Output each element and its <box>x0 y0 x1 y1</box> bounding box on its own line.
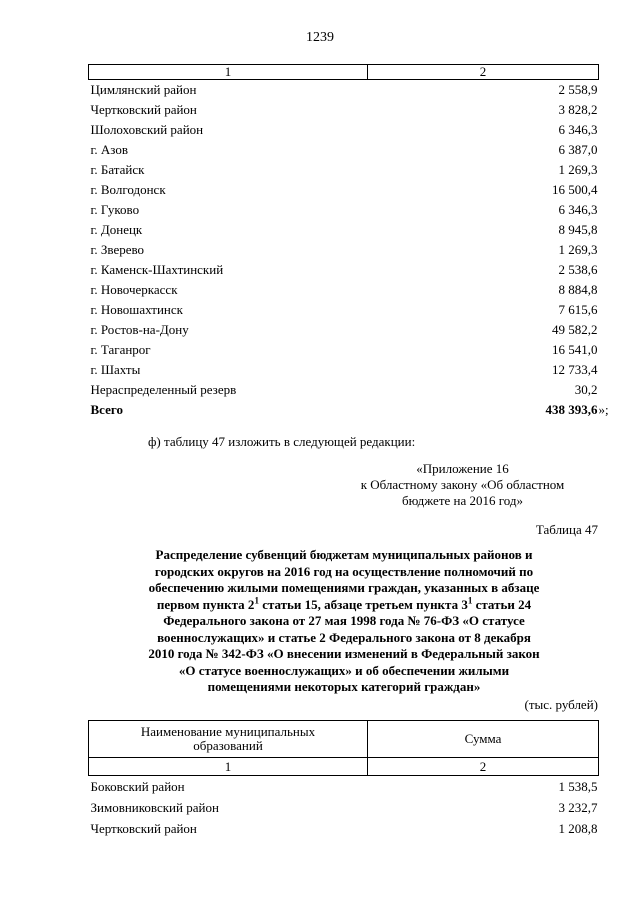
municipality-name: г. Гуково <box>90 202 140 217</box>
table-label: Таблица 47 <box>535 522 598 537</box>
amount: 12 733,4 <box>552 362 598 377</box>
municipality-name: Чертковский район <box>90 821 197 836</box>
appendix-reference <box>330 461 595 509</box>
amount: 2 538,6 <box>558 262 598 277</box>
table-row <box>89 300 599 320</box>
header-line: образований <box>193 738 263 753</box>
municipality-name: Боковский район <box>90 779 185 794</box>
appendix-line: бюджете на 2016 год» <box>401 493 524 508</box>
superscript: 1 <box>254 595 259 606</box>
header-row <box>89 721 599 758</box>
municipality-name: г. Волгодонск <box>90 182 166 197</box>
amount: 49 582,2 <box>552 322 598 337</box>
table-row <box>89 140 599 160</box>
table-row <box>89 200 599 220</box>
municipality-name: Чертковский район <box>90 102 197 117</box>
total-row <box>89 400 599 420</box>
appendix-line: «Приложение 16 <box>416 461 509 476</box>
total-value: 438 393,6 <box>545 402 598 417</box>
table-row <box>89 776 599 798</box>
title-line: Распределение субвенций бюджетам муниципальных районов и <box>155 547 533 562</box>
table-row <box>89 320 599 340</box>
table-row <box>89 360 599 380</box>
amount: 6 387,0 <box>558 142 598 157</box>
amount: 30,2 <box>574 382 598 397</box>
table-title <box>88 547 600 696</box>
municipality-name: г. Батайск <box>90 162 145 177</box>
column-number-row <box>89 758 599 776</box>
amount: 6 346,3 <box>558 202 598 217</box>
title-line: «О статусе военнослужащих» и об обеспечении жилыми <box>178 662 510 678</box>
municipality-name: г. Азов <box>90 142 128 157</box>
amount: 1 269,3 <box>558 242 598 257</box>
header-sum: Сумма <box>368 721 599 758</box>
total-label: Всего <box>90 402 123 417</box>
table-row <box>89 180 599 200</box>
title-line <box>88 597 600 614</box>
municipality-name: Нераспределенный резерв <box>90 382 237 397</box>
title-line: городских округов на 2016 год на осуществление полномочий по <box>154 563 534 579</box>
amount: 1 269,3 <box>558 162 598 177</box>
superscript: 1 <box>467 595 473 606</box>
column-number-1: 1 <box>89 65 368 80</box>
municipality-name: г. Зверево <box>90 242 145 257</box>
title-line: Федерального закона от 27 мая 1998 года № 76-ФЗ «О статусе <box>163 613 525 628</box>
amount: 7 615,6 <box>558 302 598 317</box>
page-number: 1239 <box>306 30 334 45</box>
column-number-2: 2 <box>368 758 599 776</box>
subvention-table-continued <box>88 64 609 420</box>
amount: 1 538,5 <box>558 779 598 794</box>
table-row <box>89 280 599 300</box>
title-text: статьи 15, абзаце третьем пункта 3 <box>258 596 468 612</box>
header-municipality <box>89 721 368 758</box>
amount: 8 884,8 <box>558 282 598 297</box>
municipality-name: г. Ростов-на-Дону <box>90 322 189 337</box>
title-text: первом пункта 2 <box>156 596 255 612</box>
municipality-name: Цимлянский район <box>90 82 197 97</box>
table-row <box>89 120 599 140</box>
appendix-line: к Областному закону «Об областном <box>360 477 565 492</box>
table-row <box>89 818 599 839</box>
amount: 2 558,9 <box>558 82 598 97</box>
municipality-name: г. Донецк <box>90 222 143 237</box>
municipality-name: г. Новочеркасск <box>90 282 178 297</box>
municipality-name: г. Таганрог <box>90 342 151 357</box>
amount: 6 346,3 <box>558 122 598 137</box>
title-line: 2010 года № 342-ФЗ «О внесении изменений в Федеральный закон <box>148 646 540 661</box>
table-row <box>89 340 599 360</box>
title-line: помещениями некоторых категорий граждан» <box>207 679 481 694</box>
amount: 3 232,7 <box>558 800 598 815</box>
amount: 16 500,4 <box>552 182 598 197</box>
title-line: обеспечению жилыми помещениями граждан, указанных в абзаце <box>148 580 540 595</box>
title-line: военнослужащих» и статье 2 Федерального закона от 8 декабря <box>157 629 531 645</box>
subvention-table-47 <box>88 720 599 839</box>
table-row <box>89 797 599 818</box>
total-cell <box>368 400 609 420</box>
total-closing-quote: »; <box>598 402 609 417</box>
table-row <box>89 100 599 120</box>
header-line: Наименование муниципальных <box>140 724 316 739</box>
municipality-name: г. Новошахтинск <box>90 302 183 317</box>
table-row <box>89 380 599 400</box>
column-number-row <box>89 65 599 80</box>
table-row <box>89 220 599 240</box>
municipality-name: г. Шахты <box>90 362 141 377</box>
municipality-name: Зимовниковский район <box>90 800 219 815</box>
table-row <box>89 160 599 180</box>
amount: 8 945,8 <box>558 222 598 237</box>
amendment-instruction: ф) таблицу 47 изложить в следующей редакции: <box>148 434 416 449</box>
amount: 3 828,2 <box>558 102 598 117</box>
column-number-2: 2 <box>368 65 599 80</box>
title-text: статьи 24 <box>472 596 532 612</box>
unit-label: (тыс. рублей) <box>524 697 598 712</box>
table-row <box>89 260 599 280</box>
municipality-name: г. Каменск-Шахтинский <box>90 262 224 277</box>
table-row <box>89 80 599 101</box>
column-number-1: 1 <box>89 758 368 776</box>
amount: 16 541,0 <box>552 342 598 357</box>
amount: 1 208,8 <box>558 821 598 836</box>
table-row <box>89 240 599 260</box>
municipality-name: Шолоховский район <box>90 122 204 137</box>
